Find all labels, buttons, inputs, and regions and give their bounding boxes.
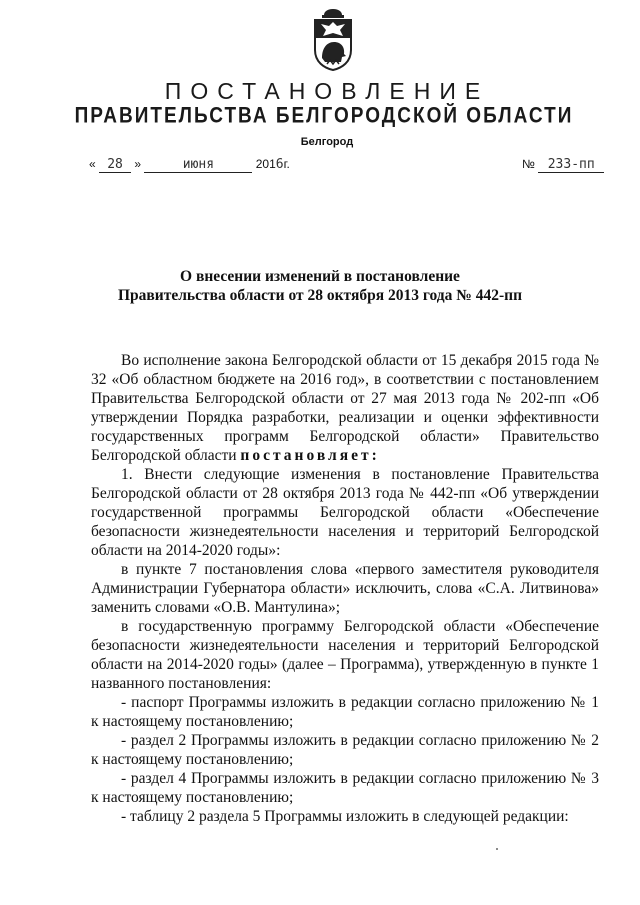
document-type: ПОСТАНОВЛЕНИЕ: [164, 78, 490, 104]
program-changes-paragraph: в государственную программу Белгородской области «Обеспечение безопасности жизнедеятельности населения и территорий Белгородской области на 2014-2020 годы» (далее – Программа), утвержденную в пункте 1 названного постановления:: [91, 618, 599, 692]
title-line-1: О внесении изменений в постановление: [180, 268, 460, 285]
preamble-paragraph: [91, 351, 599, 465]
resolves-keyword: постановляет:: [240, 447, 380, 464]
item-point-7-paragraph: в пункте 7 постановления слова «первого заместителя руководителя Администрации Губернатора области» исключить, слова «С.А. Литвинова» заменить словами «О.В. Мантулина»;: [91, 561, 599, 616]
preamble-text: Во исполнение закона Белгородской области от 15 декабря 2015 года № 32 «Об областном бюджете на 2016 год», в соответствии с постановлением Правительства Белгородской области от 27 мая 2013 года № 202-пп «Об утверждении Порядка разработки, реализации и оценки эффективности государственных программ Белгородской области» Правительство Белгородской области: [91, 352, 599, 464]
section-4-item: - раздел 4 Программы изложить в редакции согласно приложению № 3 к настоящему постановлению;: [91, 770, 599, 806]
date-field: [89, 157, 290, 173]
city-name: Белгород: [300, 136, 354, 148]
number-label: №: [522, 157, 535, 171]
coat-of-arms-icon: [305, 6, 361, 72]
title-line-2: Правительства области от 28 октября 2013 года № 442-пп: [118, 287, 522, 304]
date-month: июня: [144, 158, 252, 173]
date-year-suffix: г.: [283, 157, 290, 171]
date-day: 28: [99, 158, 131, 173]
document-body: [91, 351, 599, 826]
date-year-digit: 6: [275, 157, 284, 172]
item-1-paragraph: 1. Внести следующие изменения в постановление Правительства Белгородской области от 28 октября 2013 года № 442-пп «Об утверждении государственной программы Белгородской области «Обеспечение безопасности жизнедеятельности населения и территорий Белгородской области на 2014-2020 годы»:: [91, 466, 599, 559]
document-title: [80, 267, 560, 305]
date-year-prefix: 201: [255, 157, 276, 171]
section-2-item: - раздел 2 Программы изложить в редакции согласно приложению № 2 к настоящему постановлению;: [91, 732, 599, 768]
number-field: [522, 157, 604, 173]
scan-speck: [496, 848, 498, 850]
table-2-item: - таблицу 2 раздела 5 Программы изложить в следующей редакции:: [121, 808, 569, 825]
passport-item: - паспорт Программы изложить в редакции согласно приложению № 1 к настоящему постановлению;: [91, 694, 599, 730]
date-open-quote: «: [89, 157, 96, 171]
issuer-name: ПРАВИТЕЛЬСТВА БЕЛГОРОДСКОЙ ОБЛАСТИ: [74, 104, 574, 129]
document-number: 233-пп: [538, 158, 604, 173]
date-close-quote: »: [134, 157, 142, 171]
